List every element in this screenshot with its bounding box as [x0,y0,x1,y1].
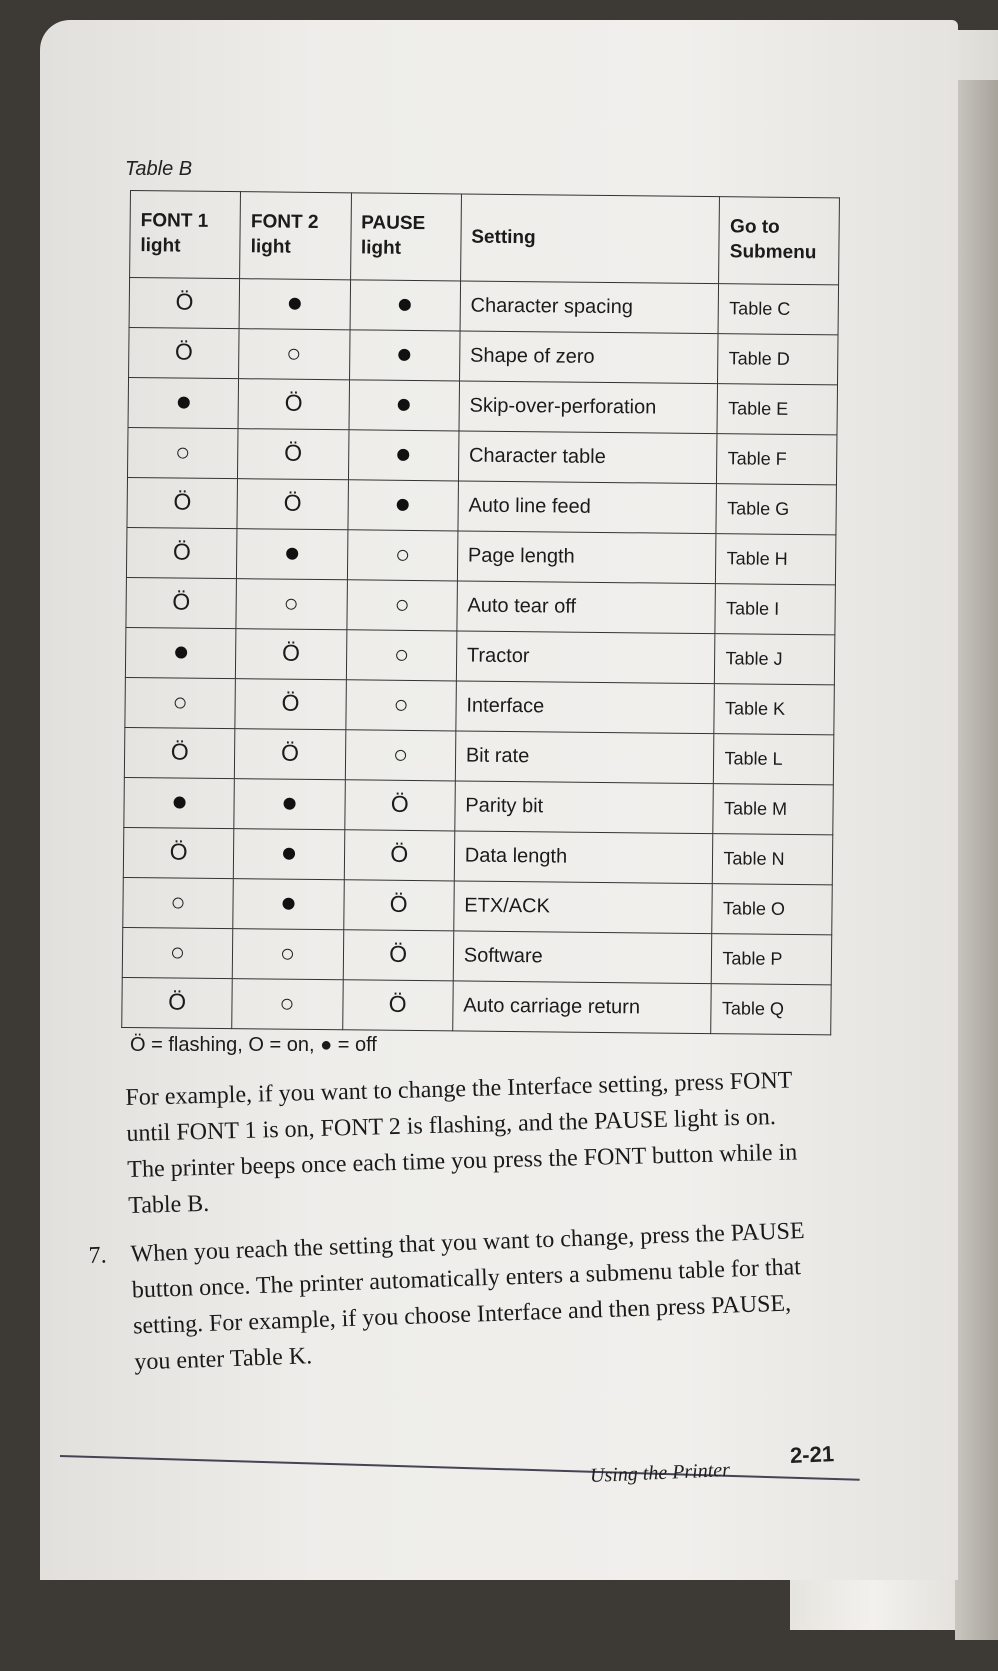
font2-on-indicator [282,949,293,960]
font2-off-indicator [286,548,298,560]
pause-light-cell [342,980,453,1031]
goto-cell: Table C [718,284,838,335]
table-row [123,877,832,934]
pause-light-cell [343,930,454,981]
font1-light-cell [125,627,236,678]
pause-off-indicator [399,299,411,311]
pause-on-indicator [395,700,406,711]
goto-cell: Table F [717,434,837,485]
pause-light-cell [349,380,460,431]
font2-light-cell [237,479,348,530]
pause-light-cell [346,630,457,681]
font1-on-indicator [177,448,188,459]
table-row [126,527,835,584]
font2-light-cell [232,979,343,1030]
goto-cell: Table O [712,884,832,935]
example-paragraph: For example, if you want to change the Interface setting, press FONT until FONT 1 is on, FONT 2 is flashing, and the PAUSE light is on. The printer beeps once each time you press the FONT button while in Table B. [125,1067,798,1219]
goto-cell: Table G [716,484,836,535]
setting-cell: ETX/ACK [454,881,713,934]
goto-cell: Table M [713,784,833,835]
font2-on-indicator [286,599,297,610]
settings-table [121,190,840,1035]
pause-light-cell [350,280,461,331]
table-caption: Table B [125,158,193,180]
pause-flashing-indicator: Ö [390,840,409,867]
setting-cell: Skip-over-perforation [459,381,718,434]
setting-cell: Character spacing [460,281,719,334]
font1-off-indicator [175,646,187,658]
font1-on-indicator [173,897,184,908]
font2-light-cell [235,679,346,730]
goto-cell: Table Q [711,984,831,1035]
font1-light-cell [129,278,240,329]
setting-cell: Bit rate [455,731,714,784]
table-row [122,927,831,984]
pause-light-cell [343,880,454,931]
font1-light-cell [128,377,239,428]
setting-cell: Character table [458,431,717,484]
legend: Ö = flashing, O = on, ● = off [130,1034,377,1056]
header-font1: FONT 1 light [130,191,241,279]
table-row [128,377,837,434]
footer-section: Using the Printer [589,1458,731,1488]
font1-light-cell [124,727,235,778]
header-setting: Setting [460,194,720,284]
pause-light-cell [344,780,455,831]
goto-cell: Table P [712,934,832,985]
font2-off-indicator [283,848,295,860]
table-row [129,327,838,384]
book-edge [955,80,998,1640]
font1-flashing-indicator: Ö [172,538,191,565]
table-body [122,278,839,1035]
goto-cell: Table H [716,534,836,585]
setting-cell: Data length [454,831,713,884]
font1-light-cell [123,877,234,928]
header-pause: PAUSE light [350,193,461,281]
setting-cell: Tractor [456,631,715,684]
font2-flashing-indicator: Ö [281,639,301,666]
font1-light-cell [125,677,236,728]
pause-off-indicator [398,349,410,361]
font1-light-cell [127,427,238,478]
pause-flashing-indicator: Ö [388,990,407,1017]
font1-flashing-indicator: Ö [169,838,188,865]
goto-cell: Table D [718,334,838,385]
table-row [127,477,836,534]
font1-flashing-indicator: Ö [168,988,187,1015]
font2-light-cell [239,329,350,380]
font1-light-cell [129,327,240,378]
setting-cell: Page length [457,531,716,584]
font1-light-cell [124,777,235,828]
setting-cell: Shape of zero [459,331,718,384]
font2-on-indicator [282,999,293,1010]
pause-light-cell [345,730,456,781]
table-row [122,977,831,1034]
font1-off-indicator [177,397,189,409]
font1-flashing-indicator: Ö [173,488,192,515]
step-7 [88,1213,813,1382]
pause-flashing-indicator: Ö [389,940,408,967]
pause-light-cell [346,580,457,631]
setting-cell: Interface [456,681,715,734]
font2-light-cell [238,429,349,480]
font1-light-cell [127,477,238,528]
pause-light-cell [349,330,460,381]
font2-flashing-indicator: Ö [281,689,300,716]
setting-cell: Auto tear off [457,581,716,634]
font1-flashing-indicator: Ö [174,338,194,365]
font2-light-cell [239,279,350,330]
font1-on-indicator [172,947,183,958]
font1-off-indicator [173,796,185,808]
font1-flashing-indicator: Ö [170,738,189,765]
pause-on-indicator [396,600,407,611]
table-row [125,677,834,734]
font2-off-indicator [283,798,295,810]
font2-light-cell [233,879,344,930]
font1-light-cell [126,527,237,578]
goto-cell: Table I [715,584,835,635]
font2-off-indicator [282,898,294,910]
pause-flashing-indicator: Ö [390,790,409,817]
goto-cell: Table N [713,834,833,885]
pause-on-indicator [397,550,408,561]
pause-light-cell [344,830,455,881]
setting-cell: Parity bit [455,781,714,834]
pause-light-cell [347,480,458,531]
table-row [127,427,836,484]
table-row [125,627,834,684]
font2-light-cell [238,379,349,430]
pause-off-indicator [397,449,409,461]
pause-light-cell [348,430,459,481]
pause-light-cell [347,530,458,581]
font1-on-indicator [175,697,186,708]
pause-light-cell [345,680,456,731]
font2-off-indicator [289,298,301,310]
font2-light-cell [234,829,345,880]
font2-light-cell [233,929,344,980]
table-row [129,278,838,335]
goto-cell: Table J [715,634,835,685]
font2-light-cell [235,729,346,780]
goto-cell: Table L [714,734,834,785]
font2-light-cell [234,779,345,830]
pause-on-indicator [395,750,406,761]
page-number: 2-21 [789,1441,835,1468]
pause-off-indicator [398,399,410,411]
table-header-row [130,191,840,285]
step-text: When you reach the setting that you want to change, press the PAUSE button once. The printer automatically enters a submenu table for that setting. For example, if you choose Interface and then press PAUSE, you enter Table K. [130,1217,805,1376]
font1-light-cell [126,577,237,628]
font2-light-cell [236,579,347,630]
pause-flashing-indicator: Ö [389,890,408,917]
goto-cell: Table E [717,384,837,435]
font1-light-cell [123,827,234,878]
goto-cell: Table K [714,684,834,735]
font2-flashing-indicator: Ö [284,389,303,416]
font1-light-cell [122,977,233,1028]
setting-cell: Auto line feed [458,481,717,534]
pause-on-indicator [396,650,407,661]
header-goto: Go to Submenu [719,197,839,285]
setting-cell: Auto carriage return [453,981,712,1034]
setting-cell: Software [453,931,712,984]
font2-flashing-indicator: Ö [280,739,300,766]
step-number: 7. [88,1242,108,1269]
font1-light-cell [122,927,233,978]
font2-flashing-indicator: Ö [284,439,303,466]
header-font2: FONT 2 light [240,192,351,280]
font2-on-indicator [289,349,300,360]
font1-flashing-indicator: Ö [175,288,194,315]
table-row [126,577,835,634]
pause-off-indicator [397,499,409,511]
table-row [124,727,833,784]
table-row [124,777,833,834]
font1-flashing-indicator: Ö [172,588,191,615]
font2-light-cell [237,529,348,580]
font2-light-cell [236,629,347,680]
font2-flashing-indicator: Ö [283,489,302,516]
table-row [123,827,832,884]
